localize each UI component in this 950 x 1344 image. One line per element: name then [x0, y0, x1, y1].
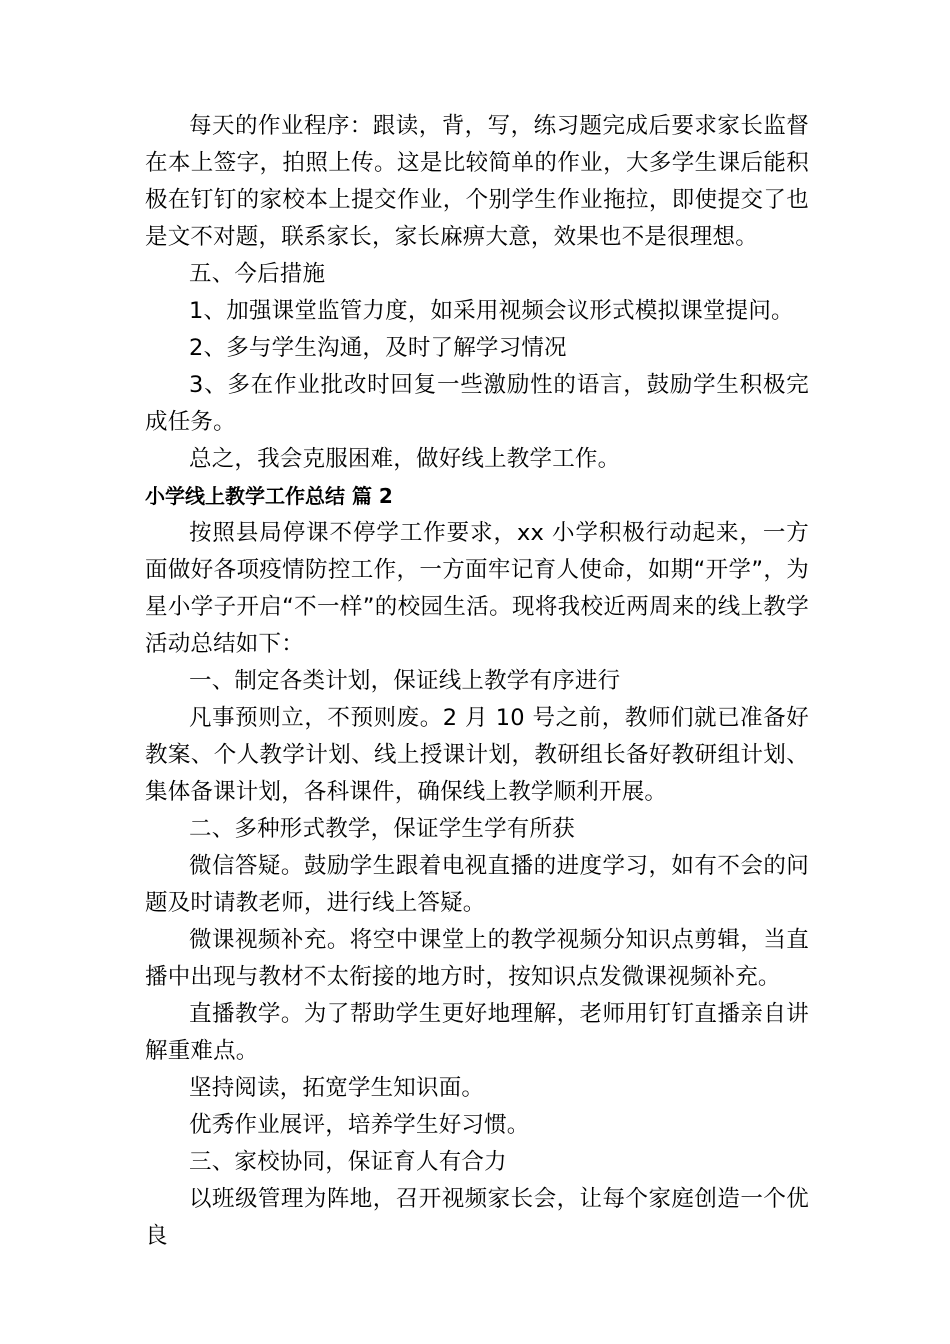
paragraph: 微信答疑。鼓励学生跟着电视直播的进度学习，如有不会的问题及时请教老师，进行线上答疑。: [145, 853, 809, 916]
article-title: 小学线上教学工作总结 篇 2: [145, 484, 393, 508]
list-item: 2、多与学生沟通，及时了解学习情况: [189, 335, 567, 361]
paragraph: 每天的作业程序：跟读，背，写，练习题完成后要求家长监督在本上签字，拍照上传。这是比较简单的作业，大多学生课后能积极在钉钉的家校本上提交作业，个别学生作业拖拉，即使提交了也是文不对题，联系家长，家长麻痹大意，效果也不是很理想。: [145, 113, 809, 250]
paragraph: 优秀作业展评，培养学生好习惯。: [189, 1112, 530, 1138]
section-heading: 三、家校协同，保证育人有合力: [189, 1149, 507, 1175]
paragraph: 微课视频补充。将空中课堂上的教学视频分知识点剪辑，当直播中出现与教材不太衔接的地方时，按知识点发微课视频补充。: [145, 927, 809, 990]
paragraph: 总之，我会克服困难，做好线上教学工作。: [189, 446, 621, 472]
paragraph: 以班级管理为阵地，召开视频家长会，让每个家庭创造一个优良: [145, 1186, 809, 1249]
paragraph: 坚持阅读，拓宽学生知识面。: [189, 1075, 485, 1101]
paragraph: 按照县局停课不停学工作要求，xx 小学积极行动起来，一方面做好各项疫情防控工作，一方面牢记育人使命，如期“开学”，为星小学子开启“不一样”的校园生活。现将我校近两周来的线上教学活动总结如下：: [145, 520, 809, 657]
section-heading: 二、多种形式教学，保证学生学有所获: [189, 816, 575, 842]
document-page: [145, 108, 809, 1255]
section-heading: 五、今后措施: [189, 261, 326, 287]
list-item: 3、多在作业批改时回复一些激励性的语言，鼓励学生积极完成任务。: [145, 372, 809, 435]
list-item: 1、加强课堂监管力度，如采用视频会议形式模拟课堂提问。: [189, 298, 794, 324]
section-heading: 一、制定各类计划，保证线上教学有序进行: [189, 668, 621, 694]
paragraph: 直播教学。为了帮助学生更好地理解，老师用钉钉直播亲自讲解重难点。: [145, 1001, 809, 1064]
paragraph: 凡事预则立，不预则废。2 月 10 号之前，教师们就已准备好教案、个人教学计划、线上授课计划，教研组长备好教研组计划、集体备课计划，各科课件，确保线上教学顺利开展。: [145, 705, 809, 805]
